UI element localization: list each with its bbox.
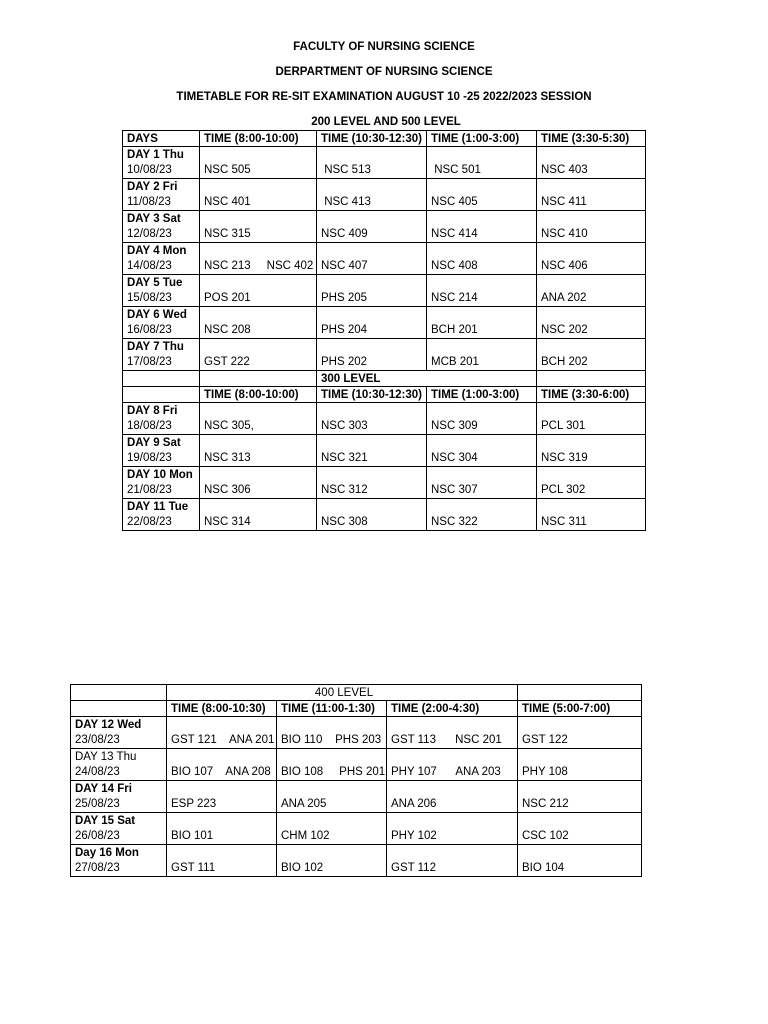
day-cell (123, 179, 200, 211)
time-slot-header: TIME (3:30-5:30) (537, 131, 646, 147)
day-label: Day 16 Mon (75, 847, 139, 859)
timetable-title: TIMETABLE FOR RE-SIT EXAMINATION AUGUST 10 -25 2022/2023 SESSION (176, 91, 592, 103)
day-cell (71, 717, 167, 749)
course-cell: MCB 201 (427, 339, 537, 371)
course-cell: PHY 102 (387, 813, 518, 845)
course-cell: NSC 410 (537, 211, 646, 243)
time-slot-header: TIME (1:00-3:00) (427, 131, 537, 147)
table1-caption: 200 LEVEL AND 500 LEVEL (311, 116, 461, 128)
course-cell: ANA 202 (537, 275, 646, 307)
course-cell: NSC 305, (200, 403, 317, 435)
course-cell: NSC 214 (427, 275, 537, 307)
course-cell: NSC 406 (537, 243, 646, 275)
course-cell: PCL 302 (537, 467, 646, 499)
table-row (71, 749, 642, 781)
table-row (123, 147, 646, 179)
course-cell: PCL 301 (537, 403, 646, 435)
time-slot-header: TIME (8:00-10:30) (167, 701, 277, 717)
course-cell: NSC 513 (317, 147, 427, 179)
course-cell: NSC 413 (317, 179, 427, 211)
course-cell: BIO 107 ANA 208 (167, 749, 277, 781)
course-cell: PHS 205 (317, 275, 427, 307)
header-row (71, 701, 642, 717)
course-cell: BIO 108 PHS 201 (277, 749, 387, 781)
time-slot-header: TIME (1:00-3:00) (427, 387, 537, 403)
course-cell: NSC 314 (200, 499, 317, 531)
course-cell: NSC 321 (317, 435, 427, 467)
header-row (123, 387, 646, 403)
table-row (123, 211, 646, 243)
level-400-caption: 400 LEVEL (167, 685, 518, 701)
course-cell: POS 201 (200, 275, 317, 307)
course-cell: BIO 104 (518, 845, 642, 877)
level-caption-row (71, 685, 642, 701)
blank-cell (518, 685, 642, 701)
course-cell: NSC 312 (317, 467, 427, 499)
day-label: DAY 14 Fri (75, 783, 132, 795)
course-cell: NSC 307 (427, 467, 537, 499)
table-row (123, 307, 646, 339)
table-row (123, 403, 646, 435)
day-date: 25/08/23 (75, 798, 120, 810)
table-row (123, 499, 646, 531)
course-cell: NSC 319 (537, 435, 646, 467)
day-date: 21/08/23 (127, 484, 172, 496)
header-row (123, 131, 646, 147)
day-label: DAY 2 Fri (127, 181, 178, 193)
course-cell: NSC 304 (427, 435, 537, 467)
day-label: DAY 13 Thu (75, 751, 137, 763)
course-cell: NSC 405 (427, 179, 537, 211)
day-date: 12/08/23 (127, 228, 172, 240)
course-cell: NSC 308 (317, 499, 427, 531)
level-300-caption: 300 LEVEL (317, 371, 537, 387)
course-cell: NSC 505 (200, 147, 317, 179)
course-cell: NSC 202 (537, 307, 646, 339)
day-cell (123, 147, 200, 179)
course-cell: NSC 213 NSC 402 (200, 243, 317, 275)
course-cell: NSC 501 (427, 147, 537, 179)
day-cell (123, 275, 200, 307)
blank-cell (71, 685, 167, 701)
course-cell: ESP 223 (167, 781, 277, 813)
time-slot-header: TIME (8:00-10:00) (200, 387, 317, 403)
day-cell (123, 403, 200, 435)
course-cell: GST 112 (387, 845, 518, 877)
course-cell: NSC 409 (317, 211, 427, 243)
day-cell (123, 243, 200, 275)
days-header (123, 387, 200, 403)
course-cell: NSC 311 (537, 499, 646, 531)
day-label: DAY 7 Thu (127, 341, 184, 353)
course-cell: NSC 306 (200, 467, 317, 499)
table-row (71, 781, 642, 813)
time-slot-header: TIME (11:00-1:30) (277, 701, 387, 717)
table-row (123, 435, 646, 467)
course-cell: NSC 408 (427, 243, 537, 275)
time-slot-header: TIME (5:00-7:00) (518, 701, 642, 717)
table-row (123, 275, 646, 307)
blank-cell (537, 371, 646, 387)
day-cell (123, 435, 200, 467)
day-date: 24/08/23 (75, 766, 120, 778)
course-cell: NSC 401 (200, 179, 317, 211)
days-header: DAYS (123, 131, 200, 147)
day-label: DAY 10 Mon (127, 469, 193, 481)
course-cell: PHS 202 (317, 339, 427, 371)
course-cell: ANA 205 (277, 781, 387, 813)
time-slot-header: TIME (10:30-12:30) (317, 131, 427, 147)
course-cell: NSC 315 (200, 211, 317, 243)
day-date: 19/08/23 (127, 452, 172, 464)
day-cell (123, 307, 200, 339)
day-cell (71, 781, 167, 813)
course-cell: BCH 201 (427, 307, 537, 339)
day-date: 16/08/23 (127, 324, 172, 336)
day-date: 17/08/23 (127, 356, 172, 368)
time-slot-header: TIME (8:00-10:00) (200, 131, 317, 147)
table-row (123, 467, 646, 499)
day-cell (71, 813, 167, 845)
faculty-title: FACULTY OF NURSING SCIENCE (293, 41, 475, 53)
day-date: 23/08/23 (75, 734, 120, 746)
table-row (71, 717, 642, 749)
blank-cell (200, 371, 317, 387)
day-label: DAY 12 Wed (75, 719, 142, 731)
day-cell (71, 845, 167, 877)
days-header (71, 701, 167, 717)
course-cell: BIO 102 (277, 845, 387, 877)
time-slot-header: TIME (2:00-4:30) (387, 701, 518, 717)
course-cell: ANA 206 (387, 781, 518, 813)
course-cell: GST 113 NSC 201 (387, 717, 518, 749)
day-date: 15/08/23 (127, 292, 172, 304)
course-cell: NSC 411 (537, 179, 646, 211)
day-label: DAY 6 Wed (127, 309, 187, 321)
course-cell: PHY 107 ANA 203 (387, 749, 518, 781)
table-row (123, 179, 646, 211)
course-cell: NSC 407 (317, 243, 427, 275)
course-cell: CHM 102 (277, 813, 387, 845)
day-label: DAY 9 Sat (127, 437, 181, 449)
day-label: DAY 11 Tue (127, 501, 189, 513)
day-label: DAY 1 Thu (127, 149, 184, 161)
day-label: DAY 3 Sat (127, 213, 181, 225)
time-slot-header: TIME (3:30-6:00) (537, 387, 646, 403)
course-cell: BIO 110 PHS 203 (277, 717, 387, 749)
day-date: 22/08/23 (127, 516, 172, 528)
course-cell: NSC 414 (427, 211, 537, 243)
course-cell: GST 222 (200, 339, 317, 371)
day-cell (123, 467, 200, 499)
day-label: DAY 8 Fri (127, 405, 178, 417)
course-cell: NSC 322 (427, 499, 537, 531)
table-row (71, 813, 642, 845)
table-row (123, 339, 646, 371)
course-cell: NSC 309 (427, 403, 537, 435)
time-slot-header: TIME (10:30-12:30) (317, 387, 427, 403)
timetable-400-level (70, 684, 642, 877)
day-cell (123, 339, 200, 371)
day-date: 26/08/23 (75, 830, 120, 842)
day-date: 18/08/23 (127, 420, 172, 432)
day-cell (71, 749, 167, 781)
course-cell: CSC 102 (518, 813, 642, 845)
day-label: DAY 4 Mon (127, 245, 187, 257)
level-caption-row (123, 371, 646, 387)
course-cell: NSC 403 (537, 147, 646, 179)
course-cell: NSC 303 (317, 403, 427, 435)
day-cell (123, 499, 200, 531)
course-cell: NSC 208 (200, 307, 317, 339)
day-label: DAY 15 Sat (75, 815, 136, 827)
blank-cell (123, 371, 200, 387)
department-title: DERPARTMENT OF NURSING SCIENCE (275, 66, 493, 78)
table-row (123, 243, 646, 275)
day-label: DAY 5 Tue (127, 277, 183, 289)
course-cell: GST 122 (518, 717, 642, 749)
day-cell (123, 211, 200, 243)
table-row (71, 845, 642, 877)
course-cell: BCH 202 (537, 339, 646, 371)
day-date: 27/08/23 (75, 862, 120, 874)
course-cell: GST 121 ANA 201 (167, 717, 277, 749)
day-date: 14/08/23 (127, 260, 172, 272)
course-cell: NSC 313 (200, 435, 317, 467)
day-date: 10/08/23 (127, 164, 172, 176)
course-cell: PHY 108 (518, 749, 642, 781)
timetable-200-500-level (122, 130, 646, 531)
course-cell: PHS 204 (317, 307, 427, 339)
course-cell: NSC 212 (518, 781, 642, 813)
course-cell: BIO 101 (167, 813, 277, 845)
course-cell: GST 111 (167, 845, 277, 877)
day-date: 11/08/23 (127, 196, 171, 208)
